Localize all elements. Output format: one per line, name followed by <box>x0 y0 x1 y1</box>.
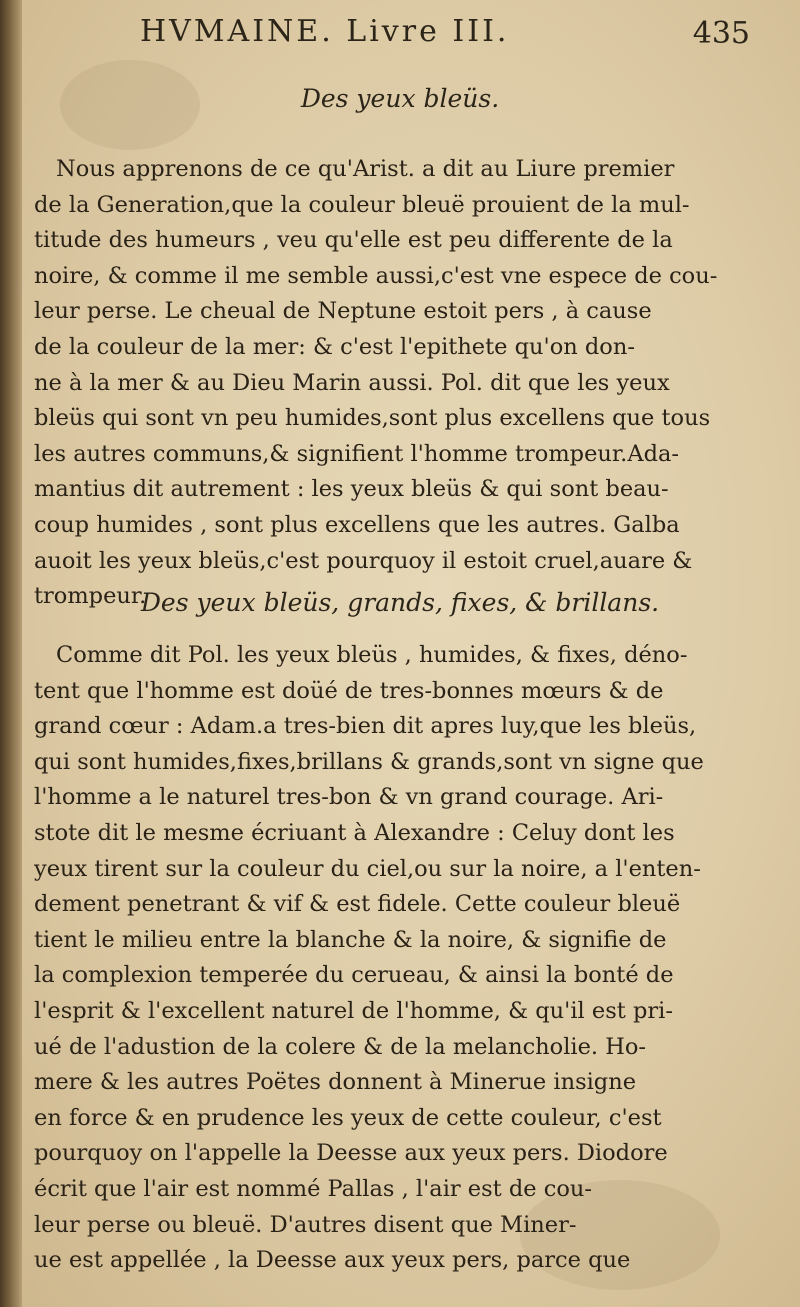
text-line: la complexion temperée du cerueau, & ainsi la bonté de <box>34 962 674 989</box>
text-line: pourquoy on l'appelle la Deesse aux yeux pers. Diodore <box>34 1140 668 1167</box>
text-line: noire, & comme il me semble aussi,c'est vne espece de cou- <box>34 262 718 289</box>
section-body <box>34 638 794 1279</box>
binding-gutter <box>0 0 22 1307</box>
text-line: coup humides , sont plus excellens que les autres. Galba <box>34 511 680 538</box>
text-line: trompeur. <box>34 583 147 610</box>
text-line: ue est appellée , la Deesse aux yeux pers, parce que <box>34 1247 631 1274</box>
running-head-title: HVMAINE. Livre III. <box>140 14 510 49</box>
text-line: ne à la mer & au Dieu Marin aussi. Pol. dit que les yeux <box>34 369 670 396</box>
text-line: les autres communs,& signifient l'homme trompeur.Ada- <box>34 440 679 467</box>
running-head <box>140 14 760 54</box>
text-line: l'homme a le naturel tres-bon & vn grand courage. Ari- <box>34 784 664 811</box>
text-line: titude des humeurs , veu qu'elle est peu differente de la <box>34 227 673 254</box>
text-line: de la couleur de la mer: & c'est l'epithete qu'on don- <box>34 333 635 360</box>
page-number: 435 <box>692 16 750 51</box>
text-line: Comme dit Pol. les yeux bleüs , humides, & fixes, déno- <box>56 642 688 668</box>
text-line: tent que l'homme est doüé de tres-bonnes mœurs & de <box>34 677 664 704</box>
text-line: leur perse ou bleuë. D'autres disent que Miner- <box>34 1211 577 1238</box>
text-line: l'esprit & l'excellent naturel de l'homme, & qu'il est pri- <box>34 997 673 1024</box>
text-line: tient le milieu entre la blanche & la noire, & signifie de <box>34 926 667 953</box>
section-heading: Des yeux bleüs. <box>300 84 500 113</box>
text-line: dement penetrant & vif & est fidele. Cette couleur bleuë <box>34 891 681 918</box>
text-line: bleüs qui sont vn peu humides,sont plus excellens que tous <box>34 405 711 432</box>
text-line: en force & en prudence les yeux de cette couleur, c'est <box>34 1104 662 1131</box>
text-line: leur perse. Le cheual de Neptune estoit pers , à cause <box>34 298 652 325</box>
text-line: auoit les yeux bleüs,c'est pourquoy il estoit cruel,auare & <box>34 547 693 574</box>
text-line: de la Generation,que la couleur bleuë prouient de la mul- <box>34 191 690 218</box>
text-line: grand cœur : Adam.a tres-bien dit apres luy,que les bleüs, <box>34 713 697 740</box>
text-line: stote dit le mesme écriuant à Alexandre : Celuy dont les <box>34 819 675 846</box>
section-heading: Des yeux bleüs, grands, fixes, & brillans. <box>140 588 660 617</box>
section-body <box>34 152 794 615</box>
text-line: mantius dit autrement : les yeux bleüs & qui sont beau- <box>34 476 669 503</box>
text-line: yeux tirent sur la couleur du ciel,ou sur la noire, a l'enten- <box>34 855 701 882</box>
text-line: écrit que l'air est nommé Pallas , l'air est de cou- <box>34 1175 592 1202</box>
text-line: mere & les autres Poëtes donnent à Minerue insigne <box>34 1069 637 1096</box>
text-line: qui sont humides,fixes,brillans & grands,sont vn signe que <box>34 748 704 775</box>
text-line: Nous apprenons de ce qu'Arist. a dit au Liure premier <box>56 156 675 182</box>
text-line: ué de l'adustion de la colere & de la melancholie. Ho- <box>34 1033 646 1060</box>
